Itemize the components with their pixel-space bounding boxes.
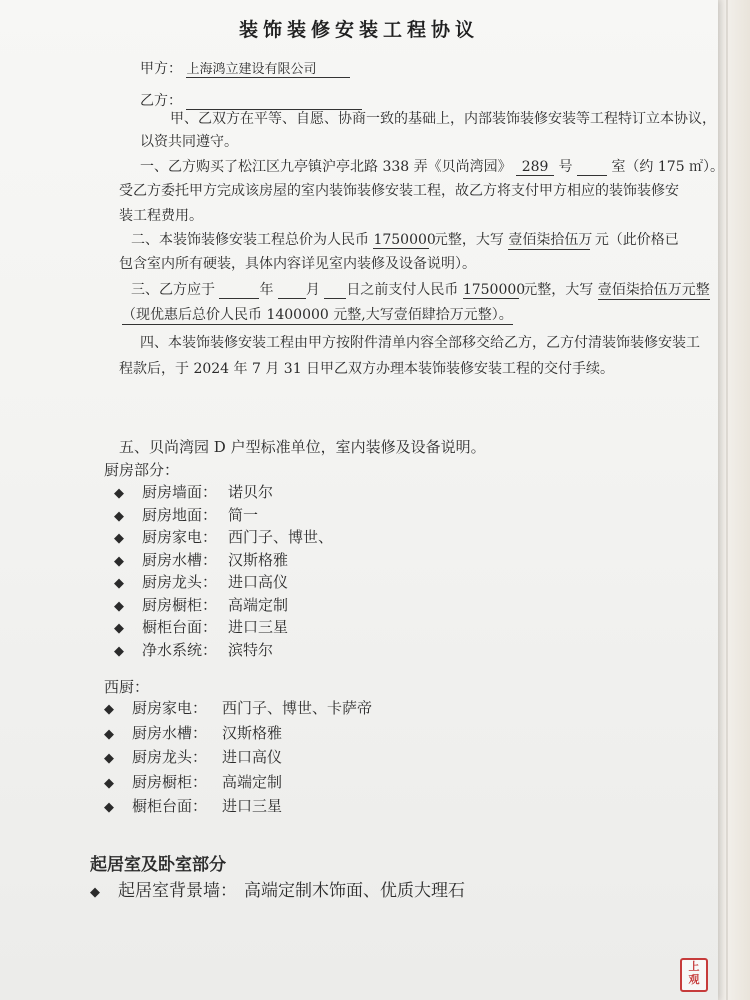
diamond-bullet-icon: ◆ (104, 751, 114, 766)
diamond-bullet-icon: ◆ (104, 726, 114, 742)
clause-3-line-1 (131, 279, 710, 300)
kitchen-item-label: 厨房地面： (142, 505, 218, 524)
diamond-bullet-icon: ◆ (114, 598, 124, 614)
kitchen-item-label: 厨房墙面： (142, 483, 218, 501)
kitchen-item-label: 净水系统： (142, 640, 218, 659)
clause-3-discount: （现优惠后总价人民币 1400000 元整,大写壹佰肆拾万元整）。 (122, 304, 513, 325)
diamond-bullet-icon: ◆ (114, 531, 124, 546)
clause-4-line-2: 程款后，于 2024 年 7 月 31 日甲乙双方办理本装饰装修安装工程的交付手续。 (119, 361, 615, 377)
west-kitchen-item (104, 722, 282, 743)
west-kitchen-item-value: 西门子、博世、卡萨帝 (222, 699, 373, 717)
clause-1-building: 289 (516, 159, 554, 176)
clause-2-text-a: 二、本装饰装修安装工程总价为人民币 (131, 232, 369, 248)
intro-line-1: 甲、乙双方在平等、自愿、协商一致的基础上，内部装饰装修安装等工程特订立本协议， (170, 111, 716, 127)
west-kitchen-item-value: 进口高仪 (222, 748, 283, 766)
clause-3-amount: 1750000 (462, 282, 526, 298)
party-b-label: 乙方： (140, 93, 182, 109)
diamond-bullet-icon: ◆ (114, 508, 124, 524)
living-item-value: 高端定制木饰面、优质大理石 (244, 881, 465, 901)
clause-2-line-1 (131, 229, 679, 250)
clause-2-amount-cn: 壹佰柒拾伍万 (508, 229, 590, 250)
diamond-bullet-icon: ◆ (114, 576, 124, 591)
clause-3-day-blank (324, 282, 346, 299)
diamond-bullet-icon: ◆ (104, 702, 114, 717)
kitchen-item-label: 厨房水槽： (142, 550, 218, 569)
clause-3-text-b: 日之前支付人民币 (346, 282, 459, 298)
clause-4-line-1: 四、本装饰装修安装工程由甲方按附件清单内容全部移交给乙方，乙方付清装饰装修安装工 (140, 335, 700, 351)
west-kitchen-item (104, 697, 372, 718)
clause-3-month-label: 月 (305, 282, 320, 298)
clause-2-text-b: 元整，大写 (433, 232, 504, 248)
clause-5-heading: 五、贝尚湾园 D 户型标准单位，室内装修及设备说明。 (119, 438, 486, 456)
kitchen-item-value: 进口三星 (228, 618, 289, 636)
kitchen-item-value: 西门子、博世、 (228, 528, 334, 546)
clause-1-text-a: 一、乙方购买了松江区九亭镇沪亭北路 338 弄《贝尚湾园》 (140, 159, 512, 175)
west-kitchen-heading: 西厨： (104, 678, 150, 696)
clause-1-line-3: 装工程费用。 (119, 208, 203, 224)
west-kitchen-item-value: 汉斯格雅 (222, 723, 283, 742)
west-kitchen-item (104, 771, 282, 792)
west-kitchen-item-label: 厨房水槽： (132, 723, 208, 742)
party-a-label: 甲方： (140, 61, 182, 77)
document-title: 装饰装修安装工程协议 (238, 19, 479, 41)
living-heading: 起居室及卧室部分 (90, 855, 226, 875)
clause-2-line-2: 包含室内所有硬装，具体内容详见室内装修及设备说明）。 (119, 256, 476, 272)
kitchen-item-label: 厨房家电： (142, 528, 218, 546)
west-kitchen-item (104, 746, 282, 767)
kitchen-item (114, 616, 288, 637)
west-kitchen-item-label: 厨房龙头： (132, 748, 208, 766)
kitchen-item (114, 639, 273, 660)
clause-1-room-blank (577, 159, 607, 176)
diamond-bullet-icon: ◆ (114, 486, 124, 501)
west-kitchen-item-value: 进口三星 (222, 797, 283, 815)
watermark-stamp: 上 观 (680, 958, 708, 992)
kitchen-item (114, 594, 288, 615)
west-kitchen-item-label: 厨房家电： (132, 699, 208, 717)
kitchen-heading: 厨房部分： (104, 461, 180, 479)
clause-3-text-c: 元整，大写 (523, 282, 594, 298)
clause-2-amount: 1750000 (373, 232, 436, 248)
west-kitchen-item-value: 高端定制 (222, 772, 283, 791)
kitchen-item-value: 简一 (228, 505, 259, 524)
living-item-label: 起居室背景墙： (118, 881, 237, 901)
kitchen-item-value: 高端定制 (228, 595, 289, 614)
diamond-bullet-icon: ◆ (114, 553, 124, 569)
kitchen-item-value: 诺贝尔 (228, 483, 274, 501)
kitchen-item-value: 汉斯格雅 (228, 550, 289, 569)
diamond-bullet-icon: ◆ (114, 643, 124, 659)
living-item (90, 876, 465, 901)
kitchen-item-label: 厨房橱柜： (142, 595, 218, 614)
clause-3-line-2 (122, 304, 513, 325)
clause-3-year-label: 年 (259, 282, 274, 298)
kitchen-item-value: 滨特尔 (228, 640, 274, 659)
kitchen-item (114, 571, 288, 592)
clause-3-year-blank (219, 282, 259, 299)
clause-3-amount-cn: 壹佰柒拾伍万元整 (598, 279, 710, 300)
clause-3-text-a: 三、乙方应于 (131, 282, 215, 298)
clause-1-line-1 (140, 156, 724, 176)
clause-1-line-2: 受乙方委托甲方完成该房屋的室内装饰装修安装工程，故乙方将支付甲方相应的装饰装修安 (119, 183, 679, 199)
kitchen-item-value: 进口高仪 (228, 573, 289, 591)
kitchen-item (114, 504, 258, 525)
clause-3-month-blank (278, 282, 306, 299)
party-b-line (140, 90, 362, 110)
diamond-bullet-icon: ◆ (114, 621, 124, 636)
kitchen-item (114, 549, 288, 570)
party-a-line (140, 58, 350, 78)
clause-2-text-c: 元（此价格已 (594, 232, 679, 248)
intro-line-2: 以资共同遵守。 (140, 134, 238, 150)
diamond-bullet-icon: ◆ (104, 775, 114, 791)
diamond-bullet-icon: ◆ (104, 800, 114, 815)
clause-1-text-c: 室（约 175 ㎡）。 (611, 159, 725, 175)
west-kitchen-item-label: 厨房橱柜： (132, 772, 208, 791)
diamond-bullet-icon: ◆ (90, 885, 100, 900)
kitchen-item (114, 481, 273, 502)
west-kitchen-item (104, 795, 282, 816)
kitchen-item-label: 橱柜台面： (142, 618, 218, 636)
kitchen-item-label: 厨房龙头： (142, 573, 218, 591)
party-a-value: 上海鸿立建设有限公司 (186, 58, 350, 78)
clause-1-text-b: 号 (558, 159, 573, 175)
west-kitchen-item-label: 橱柜台面： (132, 797, 208, 815)
kitchen-item (114, 526, 333, 547)
